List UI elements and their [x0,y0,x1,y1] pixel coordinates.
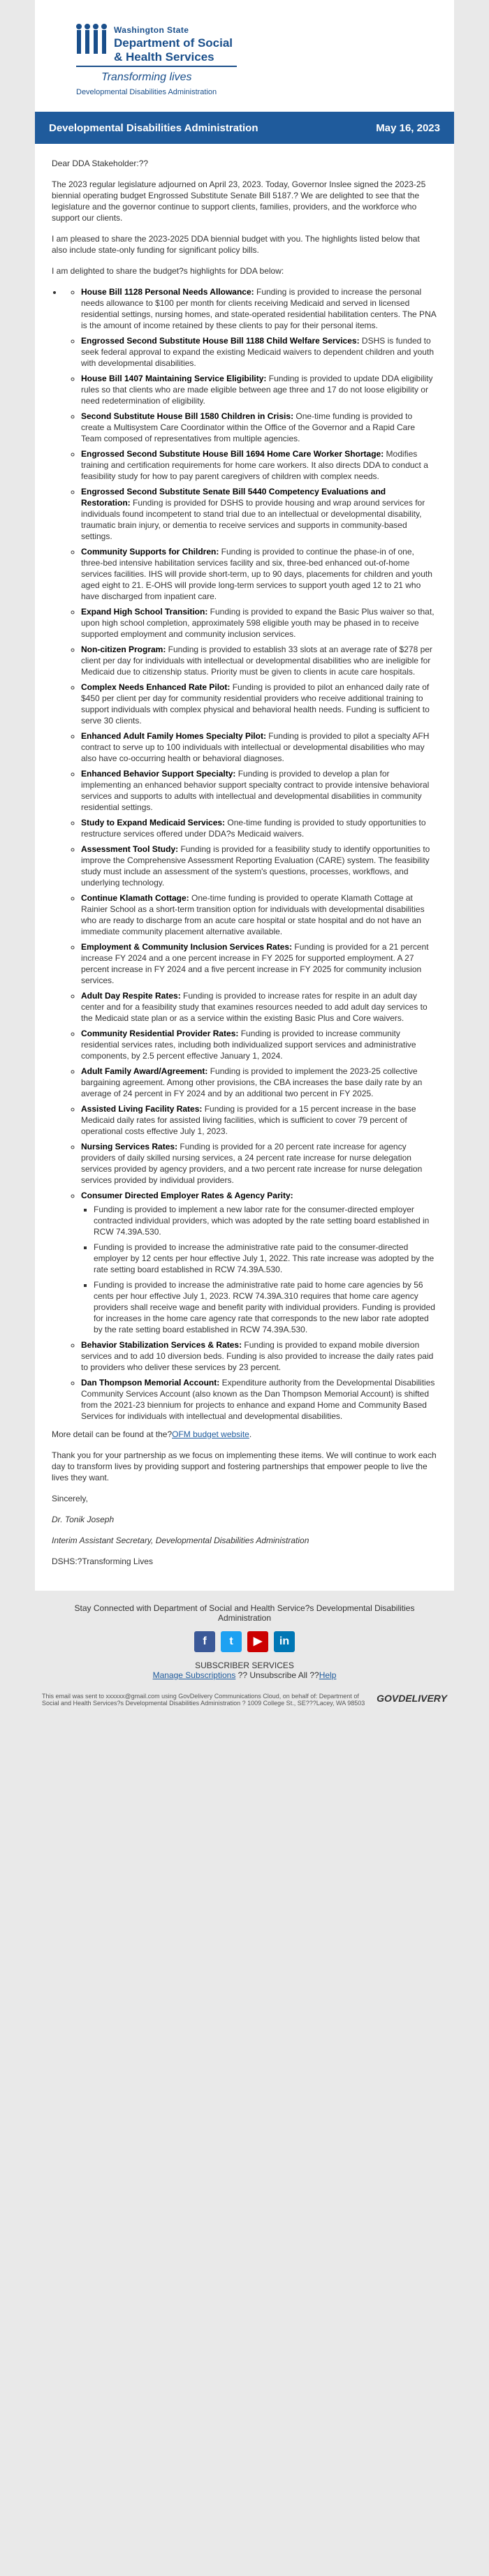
people-icon [73,21,110,63]
more-detail [52,1429,437,1440]
highlight-text: Funding is provided for a 20 percent rate increase for agency providers of daily skilled nursing services, a 24 percent rate increase for nurse delegation services provided by agency providers, and a two percent rate increase for nurse delegation services provided by individual providers. [81,1142,423,1185]
signoff: DSHS:?Transforming Lives [52,1556,153,1566]
youtube-icon[interactable]: ▶ [247,1631,268,1652]
highlight-title: Complex Needs Enhanced Rate Pilot: [81,682,231,692]
highlight-item [81,768,437,813]
sub-list [81,1204,437,1335]
highlight-text: One-time funding is provided to study opportunities to restructure services offered under DDA?s Medicaid waivers. [81,818,426,839]
highlight-title: Engrossed Second Substitute Senate Bill 5440 Competency Evaluations and Restoration: [81,487,386,508]
highlight-title: Consumer Directed Employer Rates & Agency Parity: [81,1191,293,1200]
highlight-item [81,448,437,482]
highlight-item [81,546,437,602]
highlight-item [81,1141,437,1186]
highlight-item [81,335,437,369]
highlight-item [81,1103,437,1137]
subscriber-services: SUBSCRIBER SERVICES [195,1661,294,1670]
fineprint-text: This email was sent to xxxxxx@gmail.com using GovDelivery Communications Cloud, on behalf of: Department of Social and Health Services?s Developmental Disabilities Administration ? 1009 College St., SE???Lacey, WA 98503 [42,1693,365,1707]
highlight-text: Funding is provided to develop a plan for implementing an enhanced behavior support specialty contract to provide intensive behavioral services and supports to adults with intellectual and developmental disabilities in community residential settings. [81,769,430,812]
highlight-text: One-time funding is provided to create a Multisystem Care Coordinator within the Office of the Governor and a Rapid Care Team composed of representatives from multiple agencies. [81,411,416,443]
highlight-text: Funding is provided to expand the Basic Plus waiver so that, upon high school completion, approximately 598 eligible youth may be phased in to receive supported employment and community inclusion services. [81,607,435,639]
highlight-item [81,1028,437,1061]
highlight-item [81,1190,437,1335]
signer-role: Interim Assistant Secretary, Developmental Disabilities Administration [52,1536,309,1545]
highlight-text: Funding is provided to increase rates for respite in an adult day center and for a feasibility study that examines resources needed to add adult day services to the Medicaid state plan or as a service within the existing Basic Plus and Core waivers. [81,991,428,1023]
highlight-title: Behavior Stabilization Services & Rates: [81,1340,242,1350]
highlight-text: Modifies training and certification requirements for home care workers. It also directs DDA to conduct a feasibility study for how to pay parent caregivers of children with complex needs. [81,449,428,481]
intro-paragraph-3: I am delighted to share the budget?s highlights for DDA below: [52,266,284,276]
banner-title: Developmental Disabilities Administration [49,122,258,134]
highlight-text: Funding is provided to implement the 2023-25 collective bargaining agreement. Among other provisions, the CBA increases the base daily rate by an average of 24 percent in FY 2024 and by an additional two percent in FY 2025. [81,1066,423,1098]
highlight-item [81,411,437,444]
highlight-title: House Bill 1128 Personal Needs Allowance: [81,287,254,297]
subscription-links [49,1670,440,1680]
stay-connected: Stay Connected with Department of Social and Health Service?s Developmental Disabilities Administration [74,1603,415,1623]
highlight-title: Assessment Tool Study: [81,844,179,854]
highlight-text: Funding is provided for a 15 percent increase in the base Medicaid daily rates for assisted living facilities, which is sufficient to cover 79 percent of operational costs effective July 1, 2023. [81,1104,416,1136]
highlight-item [81,1339,437,1373]
linkedin-icon[interactable]: in [274,1631,295,1652]
highlight-title: Assisted Living Facility Rates: [81,1104,203,1114]
outer-list [52,286,437,1422]
email-header [35,0,454,112]
highlight-text: Funding is provided to update DDA eligibility rules so that clients who are made eligible between age three and 17 do not loose eligibility or need redetermination of eligibility. [81,374,433,406]
highlight-title: Employment & Community Inclusion Services Rates: [81,942,293,952]
highlight-title: Adult Day Respite Rates: [81,991,181,1001]
highlight-title: Enhanced Behavior Support Specialty: [81,769,236,779]
highlight-text: Expenditure authority from the Developmental Disabilities Community Services Account (also known as the Dan Thompson Memorial Account) is shifted from the 2021-23 biennium for projects to enhance and expand Home and Community Based Services for individuals with intellectual and developmental disabilities. [81,1378,435,1421]
more-detail-end: . [249,1429,252,1439]
manage-subscriptions-link[interactable]: Manage Subscriptions [152,1670,236,1680]
email-container [35,0,454,1714]
intro-paragraph-1: The 2023 regular legislature adjourned on April 23, 2023. Today, Governor Inslee signed the 2023-25 biennial operating budget Engrossed Substitute Senate Bill 5187.? We are delighted to see that the legislature and the governor continue to support clients, families, providers, and the workforce who support our clients. [52,179,426,223]
dshs-logo[interactable] [73,21,241,98]
help-link[interactable]: Help [319,1670,337,1680]
header-subtitle: Developmental Disabilities Administration [76,88,217,96]
highlights-list [63,286,437,1422]
more-detail-text: More detail can be found at the? [52,1429,173,1439]
org-name-line2: & Health Services [114,50,214,64]
highlight-text: Funding is provided to expand mobile diversion services and to add 10 diversion beds. Funding is also provided to increase the daily rates paid to providers who deliver these services by 23 percent. [81,1340,434,1372]
highlight-text: Funding is provided for a 21 percent increase FY 2024 and a one percent increase in FY 2025 for supported employment. A 27 percent increase in FY 2024 and a five percent increase in FY 2025 for community inclusion services. [81,942,429,985]
signer-name: Dr. Tonik Joseph [52,1515,115,1524]
highlight-title: Second Substitute House Bill 1580 Children in Crisis: [81,411,294,421]
divider [76,66,237,67]
highlight-text: DSHS is funded to seek federal approval to expand the existing Medicaid waivers to dependent children and youth with developmental disabilities. [81,336,434,368]
highlight-title: Community Supports for Children: [81,547,219,557]
highlight-title: Dan Thompson Memorial Account: [81,1378,220,1388]
twitter-icon[interactable]: t [221,1631,242,1652]
tagline: Transforming lives [101,71,192,83]
highlight-title: Non-citizen Program: [81,645,166,654]
highlight-item [81,682,437,726]
highlight-item [81,1377,437,1422]
highlight-text: Funding is provided for DSHS to provide housing and wrap around services for individuals found incompetent to stand trial due to an intellectual or developmental disability, traumatic brain injury, or dementia to receive services and supports in community-based settings. [81,498,425,541]
facebook-icon[interactable]: f [194,1631,215,1652]
banner-date: May 16, 2023 [376,122,440,134]
footer-fineprint [35,1693,454,1714]
links-separator: ?? Unsubscribe All ?? [235,1670,319,1680]
sub-list-item: ▪ Funding is provided to implement a new labor rate for the consumer-directed employer contracted individual providers, which was adopted by the rate setting board established in RCW 74.39A.530. [94,1204,437,1237]
intro-paragraph-2: I am pleased to share the 2023-2025 DDA biennial budget with you. The highlights listed below that also include state-only funding for significant policy bills. [52,234,420,255]
sub-list-item: ▪ Funding is provided to increase the administrative rate paid to the consumer-directed employer by 12 cents per hour effective July 1, 2022. This rate increase was adopted by the rate setting board established in RCW 74.39A.530. [94,1242,437,1275]
outer-list-item [63,286,437,1422]
highlight-text: Funding is provided to increase the personal needs allowance to $100 per month for clients receiving Medicaid and served in licensed residential settings, nursing homes, and state-operated residential habilitation centers. The PNA is the amount of income retained by these clients to pay for their personal items. [81,287,437,330]
title-banner [35,112,454,144]
sincerely: Sincerely, [52,1494,88,1503]
highlight-item [81,941,437,986]
highlight-text: Funding is provided to pilot a specialty AFH contract to serve up to 100 individuals with intellectual or developmental disabilities who may also have co-occurring health or behavioral diagnoses. [81,731,430,763]
highlight-text: Funding is provided to establish 33 slots at an average rate of $278 per client per day for individuals with intellectual or developmental disabilities who are ineligible for Medicaid due to citizenship status. Priority must be given to clients in acute care hospitals. [81,645,432,677]
sub-list-item: ▪ Funding is provided to increase the administrative rate paid to home care agencies by 56 cents per hour effective July 1, 2023. RCW 74.39A.310 requires that home care agency providers shall receive wage and benefit parity with individual providers. Funding is provided for increases in the home care agency rate that corresponds to the new labor rate adopted by the rate setting board established in RCW 74.39A.530. [94,1279,437,1335]
highlight-title: Adult Family Award/Agreement: [81,1066,208,1076]
highlight-item [81,817,437,839]
highlight-text: One-time funding is provided to operate Klamath Cottage at Rainier School as a short-term transition option for individuals with developmental disabilities who are ready to discharge from an acute care hospital or state hospital and do not have an immediate community placement alternative available. [81,893,425,936]
govdelivery-logo[interactable]: GOVDELIVERY [377,1693,447,1704]
highlight-title: Continue Klamath Cottage: [81,893,189,903]
highlight-item [81,730,437,764]
highlight-item [81,844,437,888]
highlight-title: Nursing Services Rates: [81,1142,178,1151]
greeting: Dear DDA Stakeholder:?? [52,159,149,168]
org-name-line1: Department of Social [114,36,233,50]
highlight-title: Engrossed Second Substitute House Bill 1694 Home Care Worker Shortage: [81,449,384,459]
highlight-title: Engrossed Second Substitute House Bill 1188 Child Welfare Services: [81,336,360,346]
highlight-title: Study to Expand Medicaid Services: [81,818,226,827]
highlight-title: House Bill 1407 Maintaining Service Eligibility: [81,374,267,383]
email-footer [35,1591,454,1693]
highlight-text: Funding is provided to pilot an enhanced daily rate of $450 per client per day for community residential providers who receive additional training to support individuals with complex physical and behavioral health needs. Funding is sufficient to serve 30 clients. [81,682,430,726]
org-state: Washington State [114,25,189,35]
highlight-title: Community Residential Provider Rates: [81,1029,239,1038]
ofm-budget-link[interactable]: OFM budget website [172,1429,249,1439]
highlight-item [81,373,437,406]
highlight-text: Funding is provided to continue the phase-in of one, three-bed intensive habilitation services facility and six, three-bed enhanced out-of-home services facilities. IHS will provide short-term, up to 90 days, placements for children and youth aged eight to 21. E-OHS will provide long-term services to support youth aged 12 to 21 who have discharged from inpatient care. [81,547,432,601]
highlight-item [81,1066,437,1099]
social-links [49,1631,440,1652]
email-body [35,144,454,1591]
highlight-title: Enhanced Adult Family Homes Specialty Pilot: [81,731,266,741]
highlight-item [81,892,437,937]
highlight-title: Expand High School Transition: [81,607,208,617]
highlight-item [81,486,437,542]
highlight-item [81,990,437,1024]
highlight-item [81,286,437,331]
highlight-text: Funding is provided to increase community residential services rates, including both individualized support services and administrative components, by 2.5 percent effective January 1, 2024. [81,1029,416,1061]
highlight-item [81,606,437,640]
highlight-text: Funding is provided for a feasibility study to identify opportunities to improve the Comprehensive Assessment Reporting Evaluation (CARE) system. The feasibility study must include an assessment of the system's questions, processes, workflows, and underlying technology. [81,844,430,888]
highlight-item [81,644,437,677]
thanks-paragraph: Thank you for your partnership as we focus on implementing these items. We will continue to work each day to transform lives by providing support and fostering partnerships that empower people to live the lives they want. [52,1450,437,1482]
